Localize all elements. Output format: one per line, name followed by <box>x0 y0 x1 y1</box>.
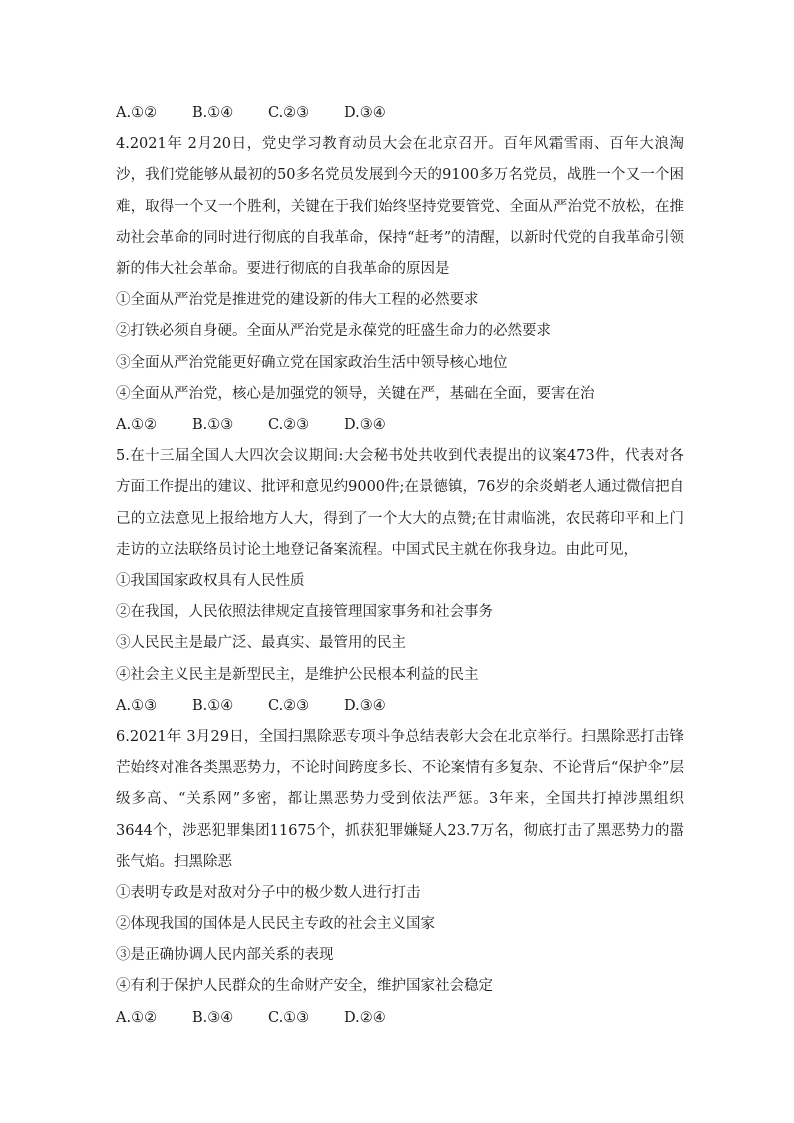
q5-answers <box>116 691 684 722</box>
q3-answers <box>116 98 684 129</box>
q4-answer-a: A.①② <box>116 416 158 433</box>
q4-answer-b: B.①③ <box>192 416 234 433</box>
q6-option-4: ④有利于保护人民群众的生命财产安全，维护国家社会稳定 <box>116 978 493 995</box>
q6-option-3: ③是正确协调人民内部关系的表现 <box>116 947 334 964</box>
q5-answer-c: C.②③ <box>268 697 310 714</box>
q4-answers <box>116 410 684 441</box>
q6-answer-d: D.②④ <box>344 1009 386 1026</box>
q5-option-4: ④社会主义民主是新型民主，是维护公民根本利益的民主 <box>116 666 479 683</box>
q6-option-1: ①表明专政是对敌对分子中的极少数人进行打击 <box>116 884 421 901</box>
q6-option-2: ②体现我国的国体是人民民主专政的社会主义国家 <box>116 916 435 933</box>
q5-answer-d: D.③④ <box>344 697 386 714</box>
q4-answer-d: D.③④ <box>344 416 386 433</box>
q5-option-3: ③人民民主是最广泛、最真实、最管用的民主 <box>116 635 406 652</box>
q3-answer-a: A.①② <box>116 105 158 121</box>
q4-answer-c: C.②③ <box>268 416 310 433</box>
q6-answer-c: C.①③ <box>268 1009 310 1026</box>
q4-stem: 4.2021年 2月20日，党史学习教育动员大会在北京召开。百年风霜雪雨、百年大浪淘沙，我们党能够从最初的50多名党员发展到今天的9100多万名党员，战胜一个又一个困难，取得一个又一个胜利，关键在于我们始终坚持党要管党、全面从严治党不放松，在推动社会革命的同时进行彻底的自我革命，保持“赶考”的清醒，以新时代党的自我革命引领新的伟大社会革命。要进行彻底的自我革命的原因是 <box>116 136 684 277</box>
q4-option-4: ④全面从严治党，核心是加强党的领导，关键在严，基础在全面，要害在治 <box>116 385 595 402</box>
q6-answer-b: B.③④ <box>192 1009 234 1026</box>
q4-option-2: ②打铁必须自身硬。全面从严治党是永葆党的旺盛生命力的必然要求 <box>116 323 551 340</box>
q3-answer-b: B.①④ <box>192 105 234 121</box>
q6-answer-a: A.①② <box>116 1009 158 1026</box>
q6-answers <box>116 1003 684 1034</box>
q5-option-1: ①我国国家政权具有人民性质 <box>116 572 305 589</box>
q3-answer-c: C.②③ <box>268 105 310 121</box>
q4-option-1: ①全面从严治党是推进党的建设新的伟大工程的必然要求 <box>116 292 479 309</box>
q3-answer-d: D.③④ <box>344 105 386 121</box>
q4-option-3: ③全面从严治党能更好确立党在国家政治生活中领导核心地位 <box>116 354 508 371</box>
q5-stem: 5.在十三届全国人大四次会议期间:大会秘书处共收到代表提出的议案473件，代表对各方面工作提出的建议、批评和意见约9000件;在景德镇，76岁的余炎蛸老人通过微信把自己的立法意见上报给地方人大，得到了一个大大的点赞;在甘肃临洮，农民蒋印平和上门走访的立法联络员讨论土地登记备案流程。中国式民主就在你我身边。由此可见， <box>116 448 684 558</box>
exam-page <box>116 98 684 1034</box>
q5-answer-b: B.①④ <box>192 697 234 714</box>
q5-answer-a: A.①③ <box>116 697 158 714</box>
q6-stem: 6.2021年 3月29日，全国扫黑除恶专项斗争总结表彰大会在北京举行。扫黑除恶打击锋芒始终对准各类黑恶势力，不论时间跨度多长、不论案情有多复杂、不论背后“保护伞”层级多高、“关系网”多密，都让黑恶势力受到依法严惩。3年来，全国共打掉涉黑组织3644个，涉恶犯罪集团11675个，抓获犯罪嫌疑人23.7万名，彻底打击了黑恶势力的嚣张气焰。扫黑除恶 <box>116 728 684 870</box>
q5-option-2: ②在我国，人民依照法律规定直接管理国家事务和社会事务 <box>116 604 493 621</box>
